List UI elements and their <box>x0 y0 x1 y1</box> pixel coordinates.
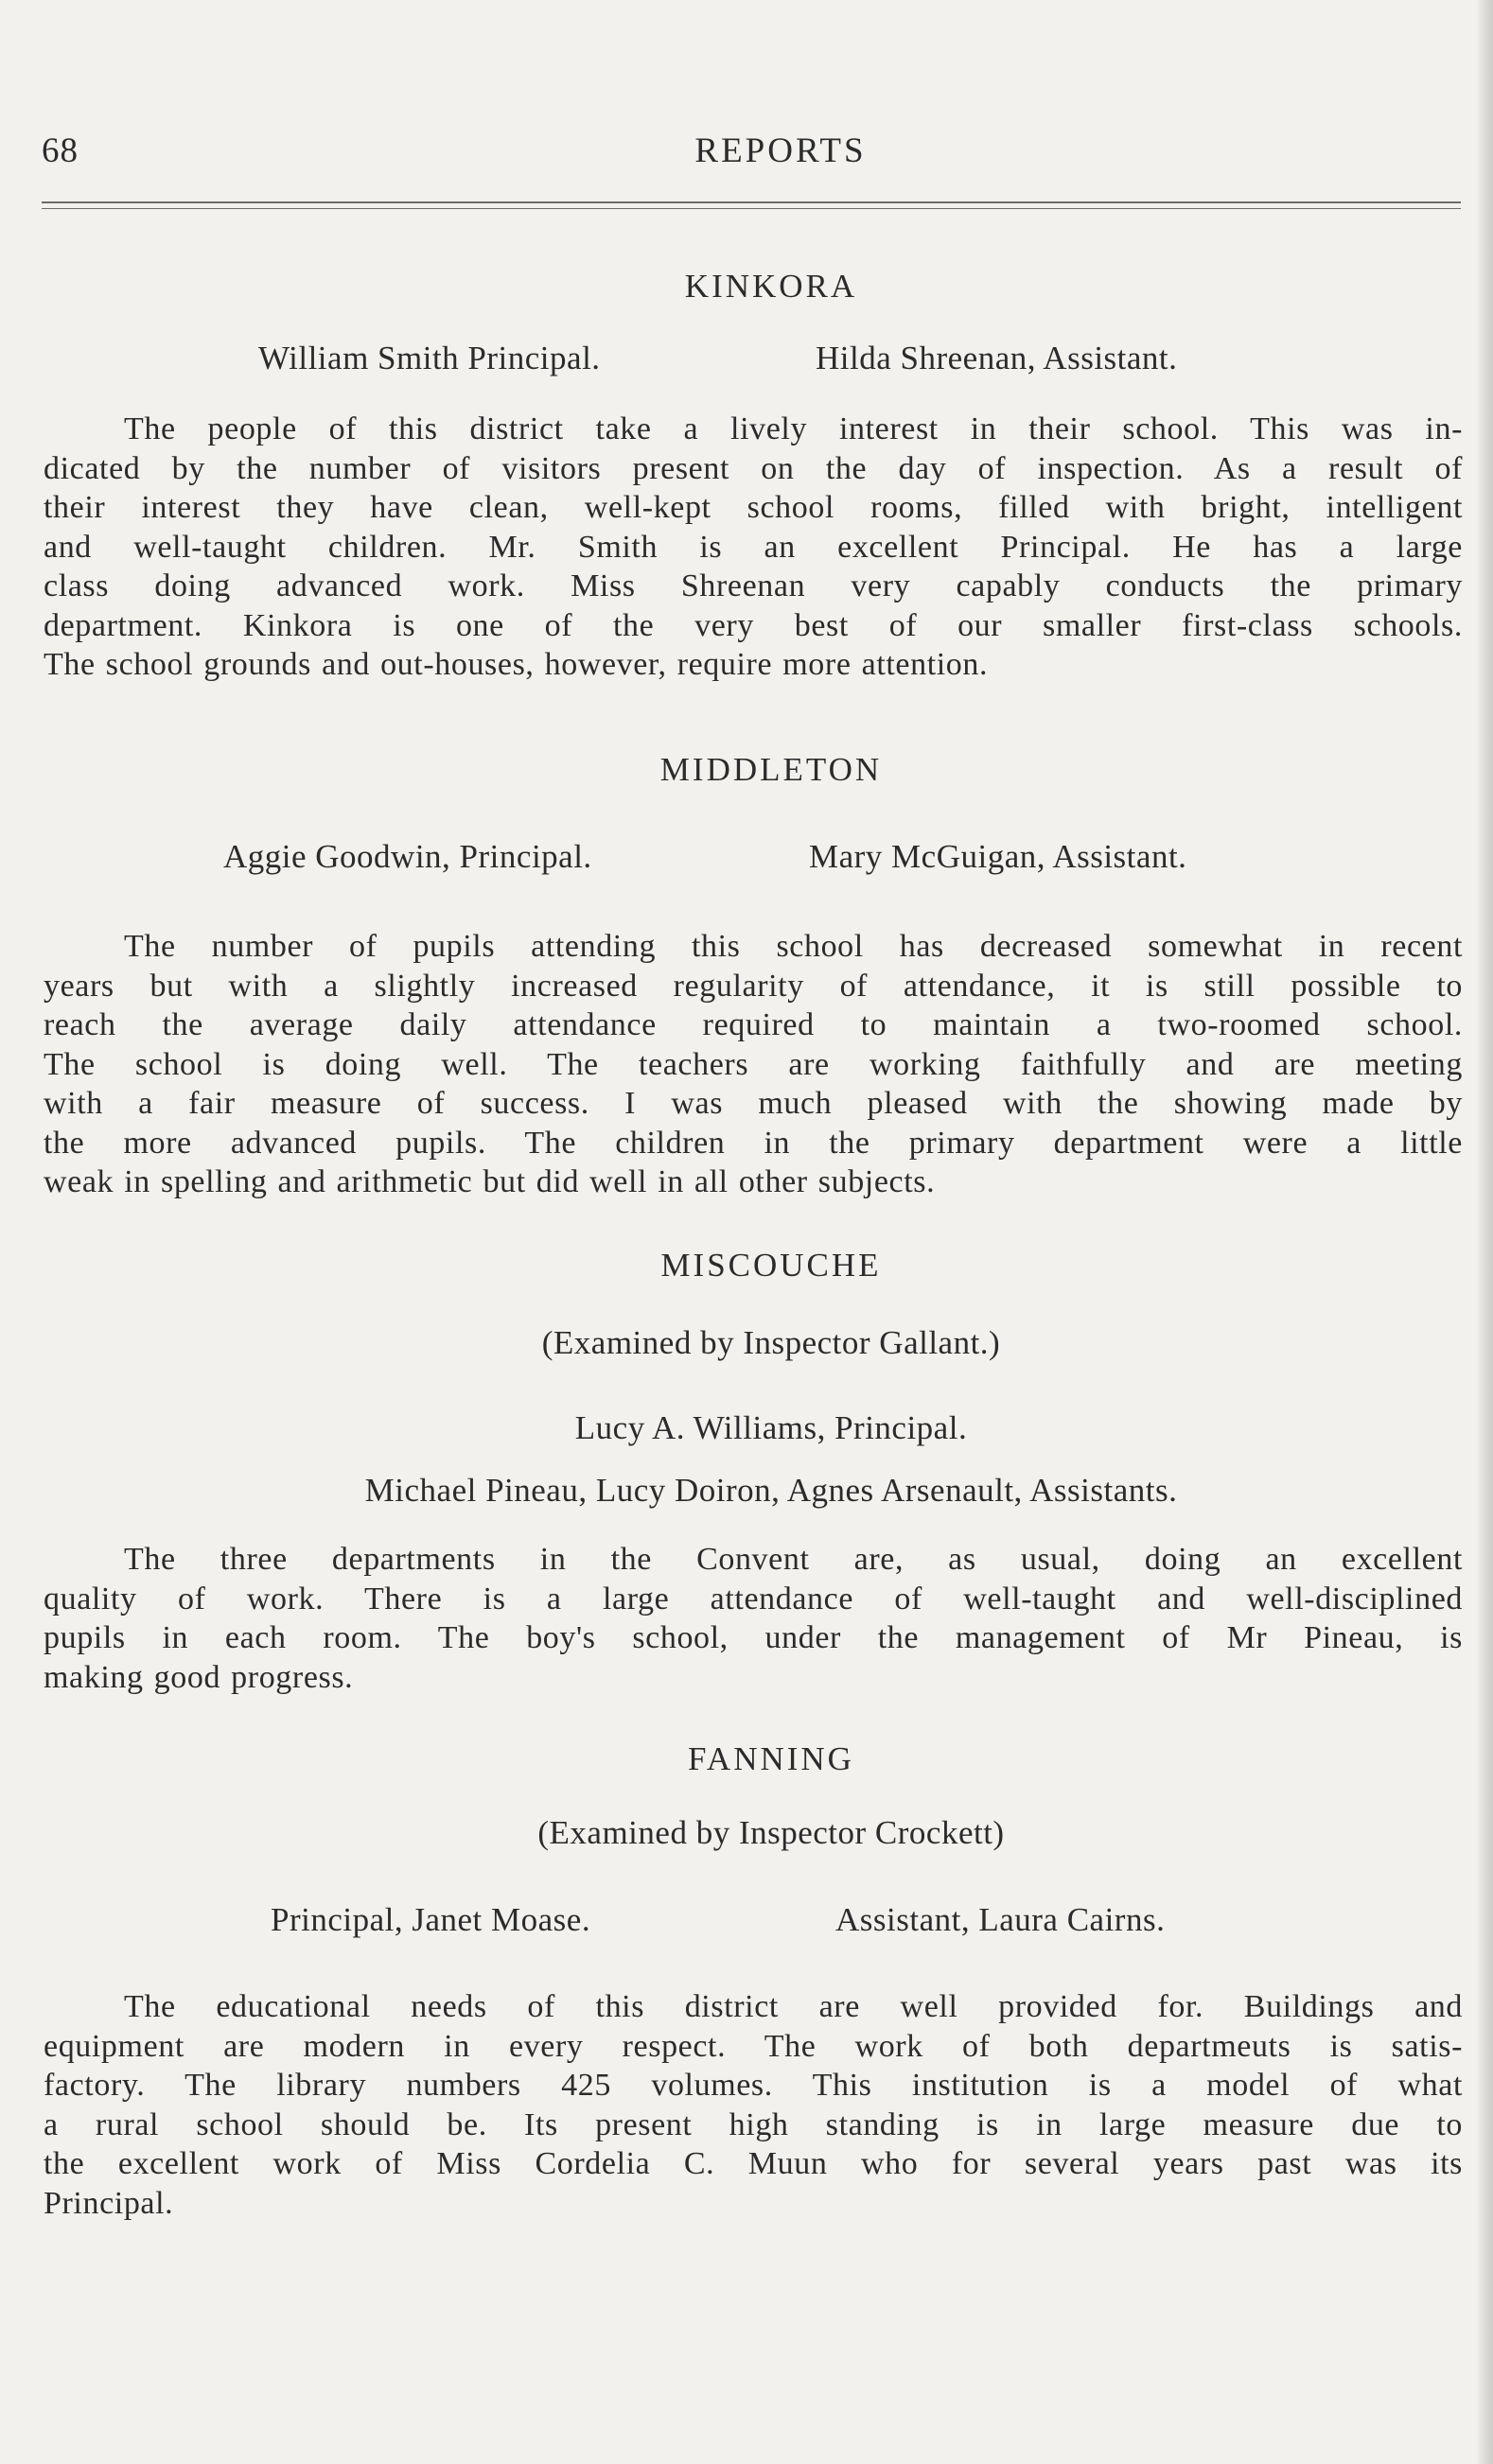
middleton-principal: Aggie Goodwin, Principal. <box>223 838 592 875</box>
paragraph-line: The school grounds and out-houses, however, require more attention. <box>44 647 989 682</box>
fanning-principal: Principal, Janet Moase. <box>271 1901 591 1938</box>
paragraph-line: the excellent work of Miss Cordelia C. Muun who for several years past was its <box>44 2146 1463 2181</box>
paragraph-line: The educational needs of this district are well provided for. Buildings and <box>124 1989 1463 2024</box>
paragraph-line: dicated by the number of visitors present on the day of inspection. As a result of <box>44 450 1463 486</box>
kinkora-paragraph <box>44 410 1463 685</box>
running-head: REPORTS <box>694 131 867 170</box>
paragraph-line: reach the average daily attendance required to maintain a two-roomed school. <box>44 1007 1463 1042</box>
miscouche-examined-note: (Examined by Inspector Gallant.) <box>541 1324 1001 1361</box>
middleton-assistant: Mary McGuigan, Assistant. <box>809 838 1187 875</box>
miscouche-paragraph <box>44 1540 1463 1697</box>
paragraph-line: The three departments in the Convent are, as usual, doing an excellent <box>124 1542 1463 1577</box>
miscouche-assistants: Michael Pineau, Lucy Doiron, Agnes Arsenault, Assistants. <box>364 1472 1178 1509</box>
paragraph-line: making good progress. <box>44 1659 354 1695</box>
middleton-paragraph <box>44 927 1463 1202</box>
section-title-fanning: FANNING <box>688 1740 854 1777</box>
paragraph-line: pupils in each room. The boy's school, under the management of Mr Pineau, is <box>44 1620 1463 1655</box>
fanning-examined-note: (Examined by Inspector Crockett) <box>537 1814 1005 1851</box>
paragraph-line: equipment are modern in every respect. The work of both departmeuts is satis- <box>44 2028 1463 2064</box>
paragraph-line: and well-taught children. Mr. Smith is an excellent Principal. He has a large <box>44 529 1463 565</box>
header-rule <box>42 201 1461 203</box>
kinkora-principal: William Smith Principal. <box>258 340 601 376</box>
fanning-assistant: Assistant, Laura Cairns. <box>835 1901 1166 1938</box>
paragraph-line: years but with a slightly increased regularity of attendance, it is still possible to <box>44 968 1463 1004</box>
page-number: 68 <box>42 131 79 170</box>
paragraph-line: with a fair measure of success. I was much pleased with the showing made by <box>44 1086 1463 1121</box>
paragraph-line: department. Kinkora is one of the very best of our smaller first-class schools. <box>44 607 1463 643</box>
paragraph-line: their interest they have clean, well-kept school rooms, filled with bright, intelligent <box>44 490 1463 525</box>
paragraph-line: quality of work. There is a large attendance of well-taught and well-disciplined <box>44 1581 1463 1616</box>
section-title-kinkora: KINKORA <box>684 268 858 305</box>
paragraph-line: factory. The library numbers 425 volumes. This institution is a model of what <box>44 2068 1463 2103</box>
fanning-paragraph <box>44 1987 1463 2223</box>
section-title-middleton: MIDDLETON <box>659 751 883 788</box>
paragraph-line: The people of this district take a lively interest in their school. This was in- <box>124 411 1463 446</box>
paragraph-line: weak in spelling and arithmetic but did well in all other subjects. <box>44 1164 936 1199</box>
paragraph-line: a rural school should be. Its present high standing is in large measure due to <box>44 2106 1463 2142</box>
paragraph-line: class doing advanced work. Miss Shreenan very capably conducts the primary <box>44 568 1463 603</box>
paragraph-line: the more advanced pupils. The children in the primary department were a little <box>44 1125 1463 1161</box>
header-rule-thin <box>42 208 1461 209</box>
paragraph-line: The number of pupils attending this school has decreased somewhat in recent <box>124 929 1463 964</box>
page-edge-shadow <box>1476 0 1493 2464</box>
kinkora-assistant: Hilda Shreenan, Assistant. <box>816 340 1178 376</box>
miscouche-principal: Lucy A. Williams, Principal. <box>574 1409 968 1446</box>
paragraph-line: The school is doing well. The teachers are working faithfully and are meeting <box>44 1046 1463 1082</box>
section-title-miscouche: MISCOUCHE <box>660 1247 882 1284</box>
paragraph-line: Principal. <box>44 2185 174 2221</box>
